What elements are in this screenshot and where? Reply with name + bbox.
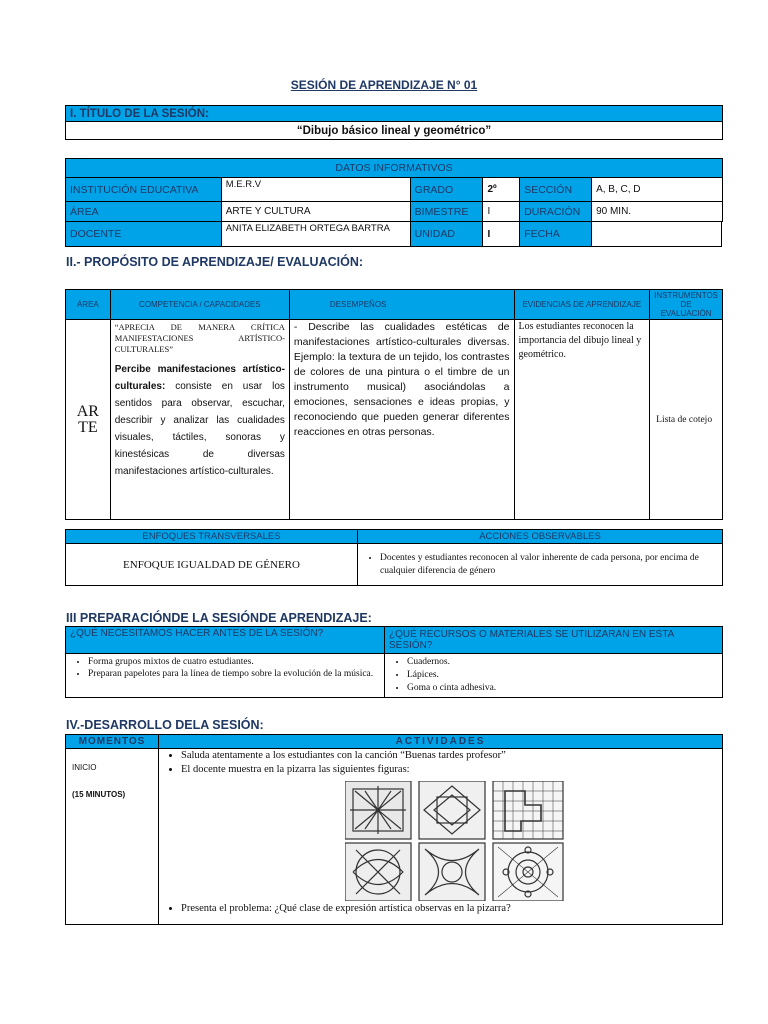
- datos-header: DATOS INFORMATIVOS: [66, 159, 723, 178]
- evidencia-cell: [514, 320, 650, 520]
- col-instrumentos: INSTRUMENTOS DE EVALUACIÓN: [650, 290, 723, 320]
- col-enfoque: ENFOQUES TRANSVERSALES: [66, 530, 358, 544]
- recurso-item: • Cuadernos.: [407, 656, 720, 669]
- unidad-label: UNIDAD: [410, 222, 483, 247]
- capacidad-bold: Percibe manifestaciones artístico-culturales:: [114, 364, 285, 392]
- session-title-value: “Dibujo básico lineal y geométrico”: [66, 122, 723, 140]
- col-antes: ¿QUÉ NECESITAMOS HACER ANTES DE LA SESIÓN?: [66, 627, 385, 654]
- enfoques-table: [65, 529, 723, 586]
- col-desempenos: DESEMPEÑOS: [289, 290, 514, 320]
- bimestre-value: I: [483, 202, 520, 222]
- area-arte-text: ARTE: [76, 402, 99, 436]
- capacidad-text: [115, 361, 285, 480]
- docente-value: ANITA ELIZABETH ORTEGA BARTRA: [221, 222, 410, 247]
- actividad-item: • Saluda atentamente a los estudiantes con la canción “Buenas tardes profesor”: [181, 749, 720, 763]
- page-title: SESIÓN DE APRENDIZAJE N° 01: [290, 78, 478, 92]
- duracion-value: 90 MIN.: [592, 202, 723, 222]
- bimestre-label: BIMESTRE: [410, 202, 483, 222]
- institucion-value: M.E.R.V: [221, 178, 410, 202]
- grid-figure: [493, 781, 563, 839]
- problema-item: • Presenta el problema: ¿Qué clase de expresión artística observas en la pizarra?: [181, 903, 720, 914]
- momento-inicio: INICIO: [72, 763, 97, 772]
- col-actividades: ACTIVIDADES: [159, 735, 723, 749]
- preparacion-table: [65, 626, 723, 698]
- fecha-label: FECHA: [520, 222, 592, 247]
- grado-label: GRADO: [410, 178, 483, 202]
- proposito-table: [65, 289, 723, 520]
- capacidad-description: consiste en usar los sentidos para observar, escuchar, describir y analizar las cualidades visuales, táctiles, sonoras y kinestésicas de diversas manifestaciones artístico-culturales.: [114, 381, 285, 477]
- proposito-heading: II.- PROPÓSITO DE APRENDIZAJE/ EVALUACIÓN:: [66, 255, 364, 269]
- evidencia-text: Los estudiantes reconocen la importancia del dibujo lineal y geométrico.: [518, 321, 642, 360]
- col-competencia: COMPETENCIA / CAPACIDADES: [110, 290, 289, 320]
- momento-tiempo: (15 MINUTOS): [72, 790, 126, 799]
- unidad-value: I: [483, 222, 520, 247]
- col-acciones: ACCIONES OBSERVABLES: [358, 530, 723, 544]
- area-value: ARTE Y CULTURA: [221, 202, 410, 222]
- seccion-value: A, B, C, D: [592, 178, 723, 202]
- actividad-item: • El docente muestra en la pizarra las siguientes figuras:: [181, 763, 720, 777]
- competencia-title: “APRECIA DE MANERA CRÍTICA MANIFESTACIONES ARTÍSTICO-CULTURALES”: [114, 322, 285, 354]
- desarrollo-heading: IV.-DESARROLLO DELA SESIÓN:: [66, 718, 264, 732]
- recursos-cell: [385, 654, 723, 698]
- fecha-value: [592, 222, 722, 247]
- recurso-item: • Goma o cinta adhesiva.: [407, 682, 720, 695]
- antes-item: • Preparan papelotes para la línea de tiempo sobre la evolución de la música.: [88, 668, 382, 680]
- docente-label: DOCENTE: [66, 222, 222, 247]
- area-cell: [66, 320, 111, 520]
- session-title-label: I. TÍTULO DE LA SESIÓN:: [66, 106, 723, 122]
- instrumento-text: Lista de cotejo: [656, 414, 713, 425]
- duracion-label: DURACIÓN: [520, 202, 592, 222]
- col-area: ÁREA: [66, 290, 111, 320]
- desarrollo-table: [65, 734, 723, 925]
- antes-item: • Forma grupos mixtos de cuatro estudiantes.: [88, 656, 382, 668]
- instrumento-cell: [650, 320, 723, 520]
- datos-informativos-table: [65, 158, 723, 247]
- competencia-cell: [110, 320, 289, 520]
- antes-cell: [66, 654, 385, 698]
- accion-item: • Docentes y estudiantes reconocen al valor inherente de cada persona, por encima de cualquier diferencia de género: [380, 552, 720, 578]
- session-title-table: [65, 105, 723, 140]
- institucion-label: INSTITUCIÓN EDUCATIVA: [66, 178, 222, 202]
- desempeno-text: - Describe las cualidades estéticas de manifestaciones artístico-culturales diversas. Ejemplo: la textura de un tejido, los contrastes de colores de una pintura o el timbre de un instrumento musical) asociándolas a emociones, sensaciones e ideas propias, y reconociendo que pueden generar diferentes reacciones en otras personas.: [293, 321, 510, 438]
- desempeno-cell: [289, 320, 514, 520]
- col-evidencias: EVIDENCIAS DE APRENDIZAJE: [514, 290, 650, 320]
- geometric-figures-illustration: [345, 781, 565, 901]
- col-momentos: MOMENTOS: [66, 735, 159, 749]
- enfoque-value: ENFOQUE IGUALDAD DE GÉNERO: [66, 544, 358, 586]
- preparacion-heading: III PREPARACIÓNDE LA SESIÓNDE APRENDIZAJE:: [66, 611, 372, 625]
- area-label: ÁREA: [66, 202, 222, 222]
- acciones-cell: [358, 544, 723, 586]
- actividades-cell: [159, 749, 723, 925]
- seccion-label: SECCIÓN: [520, 178, 592, 202]
- col-recursos: ¿QUÉ RECURSOS O MATERIALES SE UTILIZARAN EN ESTA SESIÓN?: [385, 627, 723, 654]
- momento-cell: [66, 749, 159, 925]
- grado-value: 2º: [483, 178, 520, 202]
- recurso-item: • Lápices.: [407, 669, 720, 682]
- square-knot-figure: [419, 781, 485, 839]
